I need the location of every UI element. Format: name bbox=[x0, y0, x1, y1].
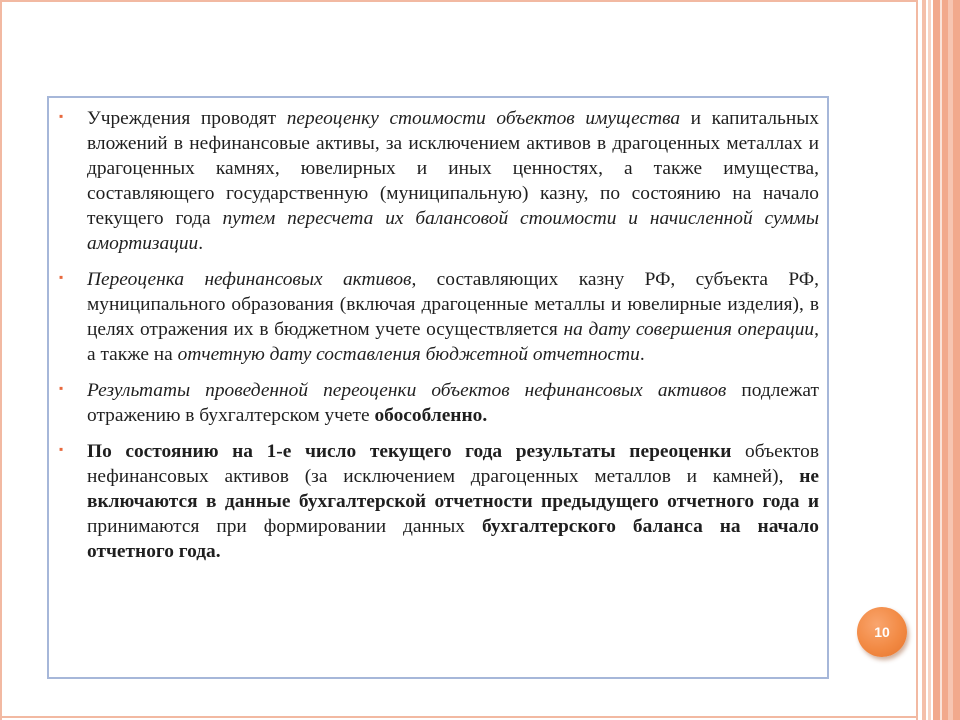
decorative-stripe bbox=[928, 0, 931, 720]
bullet-list bbox=[59, 106, 819, 564]
bullet-icon: ▪ bbox=[59, 381, 64, 395]
bullet-item bbox=[59, 378, 819, 428]
segment: не включаются в данные бухгалтерской отчетности предыдущего отчетного года и bbox=[87, 466, 819, 512]
frame-top-line bbox=[0, 0, 918, 2]
segment: объектов нефинансовых активов (за исключением драгоценных металлов и камней), bbox=[87, 441, 819, 487]
bullet-icon: ▪ bbox=[59, 109, 64, 123]
bullet-item bbox=[59, 267, 819, 367]
bullet-item bbox=[59, 439, 819, 564]
bullet-icon: ▪ bbox=[59, 270, 64, 284]
segment: Переоценка нефинансовых активов bbox=[87, 269, 412, 290]
segment: Результаты проведенной переоценки объектов нефинансовых активов bbox=[87, 380, 727, 401]
decorative-stripe bbox=[940, 0, 942, 720]
segment: переоценку стоимости объектов имущества bbox=[286, 108, 681, 129]
content-box bbox=[47, 96, 829, 679]
segment: обособленно. bbox=[374, 405, 488, 426]
segment: подлежат отражению в бухгалтерском учете bbox=[87, 380, 819, 426]
segment: . bbox=[639, 344, 645, 365]
segment: , а также на bbox=[87, 319, 819, 365]
segment: , составляющих казну РФ, субъекта РФ, муниципального образования (включая драгоценные металлы и ювелирные изделия), в целях отражения их в бюджетном учете осуществляется bbox=[87, 269, 819, 340]
frame-bottom-line bbox=[0, 716, 918, 718]
page-number-badge: 10 bbox=[857, 607, 907, 657]
segment: Учреждения проводят bbox=[87, 108, 287, 129]
bullet-item bbox=[59, 106, 819, 256]
segment: отчетную дату составления бюджетной отчетности bbox=[177, 344, 640, 365]
segment: бухгалтерского баланса на начало отчетного года. bbox=[87, 516, 819, 562]
segment: на дату совершения операции bbox=[563, 319, 815, 340]
bullet-icon: ▪ bbox=[59, 442, 64, 456]
frame-left-line bbox=[0, 0, 2, 720]
segment: . bbox=[198, 233, 204, 254]
decorative-stripe bbox=[933, 0, 960, 720]
frame-right-line bbox=[916, 0, 918, 720]
segment: По состоянию на 1-е число текущего года результаты переоценки bbox=[87, 441, 732, 462]
segment: путем пересчета их балансовой стоимости и начисленной суммы амортизации bbox=[87, 208, 819, 254]
decorative-stripe bbox=[922, 0, 926, 720]
segment: принимаются при формировании данных bbox=[87, 516, 482, 537]
segment: и капитальных вложений в нефинансовые активы, за исключением активов в драгоценных металлах и драгоценных камнях, ювелирных и иных ценностях, а также имущества, составляющего государственную (муниципальную) казну, по состоянию на начало текущего года bbox=[87, 108, 819, 229]
decorative-stripe bbox=[948, 0, 953, 720]
